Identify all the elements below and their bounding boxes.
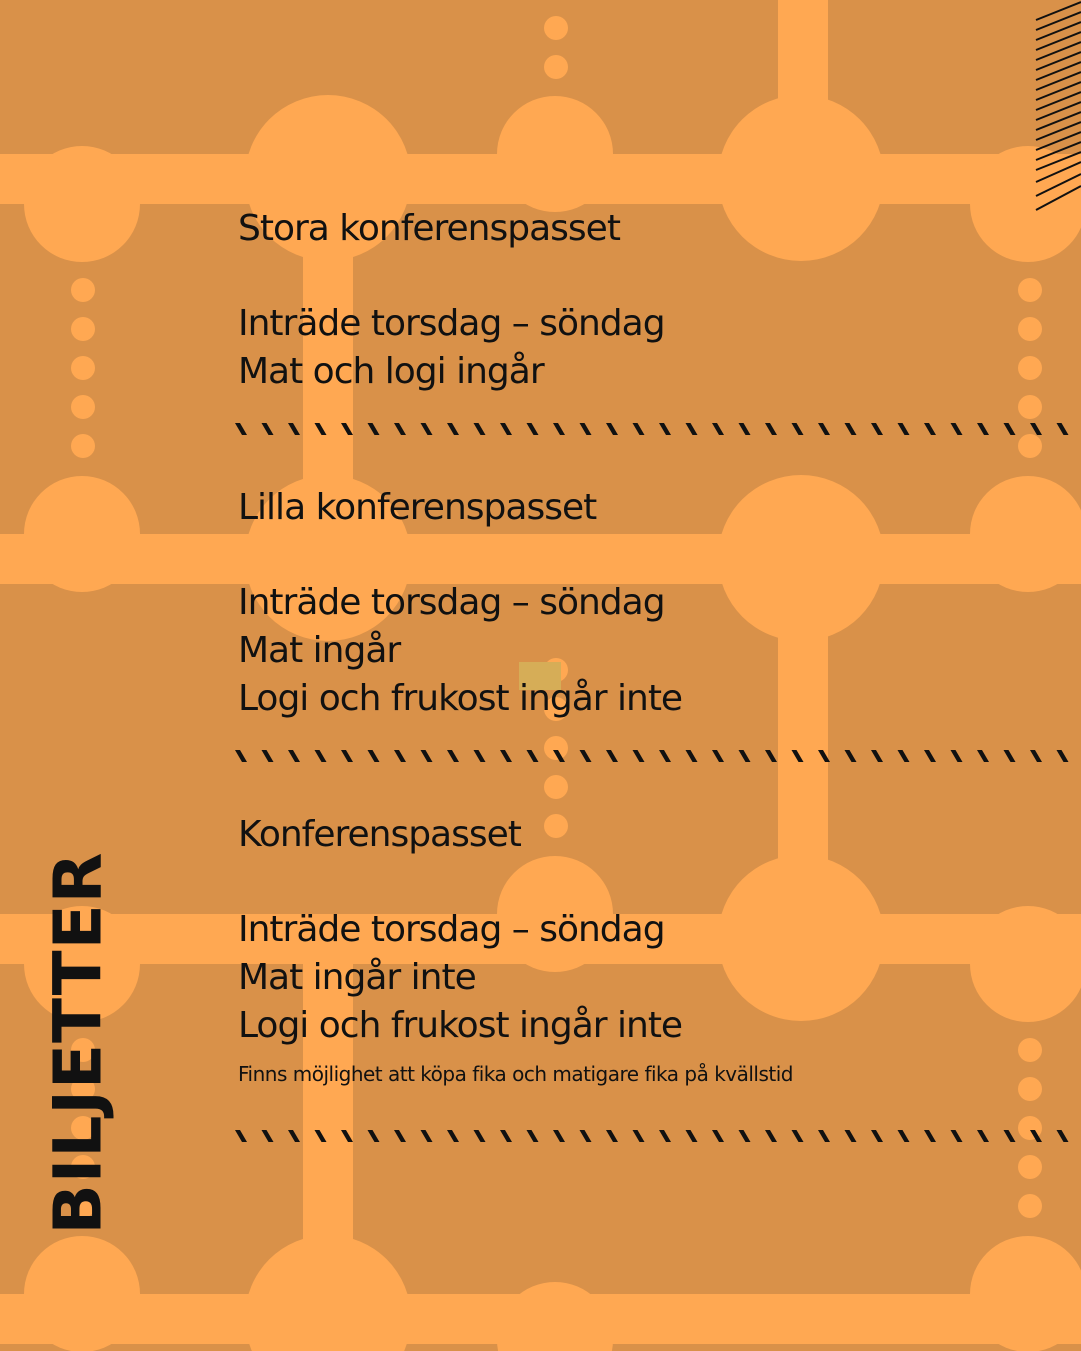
perforation-mark: [341, 1130, 353, 1142]
perforation-mark: [845, 750, 857, 762]
perforation-mark: [262, 1130, 274, 1142]
perforation-divider: [233, 749, 1081, 763]
perforation-mark: [1057, 750, 1069, 762]
perforation-mark: [739, 750, 751, 762]
perforation-mark: [421, 423, 433, 435]
perforation-mark: [1030, 1130, 1042, 1142]
perforation-mark: [421, 1130, 433, 1142]
perforation-mark: [500, 1130, 512, 1142]
perforation-mark: [394, 750, 406, 762]
perforation-mark: [527, 750, 539, 762]
perforation-mark: [739, 423, 751, 435]
perforation-divider: [233, 422, 1081, 436]
perforation-mark: [712, 1130, 724, 1142]
perforation-mark: [474, 423, 486, 435]
perforation-mark: [765, 1130, 777, 1142]
perforation-mark: [1004, 1130, 1016, 1142]
perforation-mark: [633, 750, 645, 762]
perforation-mark: [712, 750, 724, 762]
perforation-mark: [368, 1130, 380, 1142]
perforation-mark: [315, 1130, 327, 1142]
perforation-mark: [474, 1130, 486, 1142]
perforation-mark: [527, 423, 539, 435]
perforation-mark: [1030, 750, 1042, 762]
perforation-mark: [686, 423, 698, 435]
perforation-mark: [818, 750, 830, 762]
perforation-mark: [871, 750, 883, 762]
perforation-mark: [500, 423, 512, 435]
perforation-mark: [447, 423, 459, 435]
ticket-line: Inträde torsdag – söndag: [238, 909, 665, 950]
ticket-name: Konferenspasset: [238, 814, 521, 855]
perforation-mark: [818, 423, 830, 435]
perforation-mark: [659, 1130, 671, 1142]
perforation-mark: [606, 750, 618, 762]
perforation-mark: [898, 750, 910, 762]
perforation-mark: [447, 1130, 459, 1142]
perforation-mark: [739, 1130, 751, 1142]
ticket-line: Mat ingår: [238, 630, 401, 671]
perforation-mark: [394, 423, 406, 435]
perforation-mark: [421, 750, 433, 762]
perforation-mark: [368, 750, 380, 762]
perforation-mark: [951, 423, 963, 435]
ticket-stora: [238, 205, 665, 396]
perforation-mark: [765, 423, 777, 435]
perforation-mark: [1057, 1130, 1069, 1142]
perforation-mark: [288, 750, 300, 762]
perforation-mark: [951, 750, 963, 762]
perforation-mark: [659, 750, 671, 762]
perforation-mark: [553, 1130, 565, 1142]
perforation-mark: [633, 423, 645, 435]
perforation-mark: [315, 423, 327, 435]
perforation-mark: [686, 1130, 698, 1142]
perforation-mark: [341, 750, 353, 762]
perforation-mark: [580, 750, 592, 762]
perforation-mark: [262, 750, 274, 762]
ticket-name: Lilla konferenspasset: [238, 487, 597, 528]
perforation-mark: [606, 423, 618, 435]
perforation-mark: [235, 1130, 247, 1142]
perforation-mark: [368, 423, 380, 435]
perforation-mark: [580, 423, 592, 435]
perforation-mark: [871, 423, 883, 435]
perforation-mark: [924, 750, 936, 762]
ticket-line: Inträde torsdag – söndag: [238, 582, 665, 623]
perforation-mark: [1004, 423, 1016, 435]
perforation-mark: [288, 423, 300, 435]
perforation-mark: [659, 423, 671, 435]
perforation-mark: [315, 750, 327, 762]
perforation-mark: [845, 423, 857, 435]
perforation-mark: [712, 423, 724, 435]
perforation-mark: [288, 1130, 300, 1142]
ticket-lilla: [238, 484, 682, 723]
perforation-mark: [553, 423, 565, 435]
perforation-mark: [1030, 423, 1042, 435]
perforation-mark: [977, 750, 989, 762]
perforation-divider: [233, 1129, 1081, 1143]
perforation-mark: [606, 1130, 618, 1142]
perforation-mark: [898, 423, 910, 435]
perforation-mark: [845, 1130, 857, 1142]
ticket-name: Stora konferenspasset: [238, 208, 620, 249]
ticket-line: Inträde torsdag – söndag: [238, 303, 665, 344]
ticket-note: Finns möjlighet att köpa fika och matigare fika på kvällstid: [238, 1062, 793, 1086]
perforation-mark: [924, 423, 936, 435]
perforation-mark: [474, 750, 486, 762]
perforation-mark: [580, 1130, 592, 1142]
perforation-mark: [500, 750, 512, 762]
perforation-mark: [527, 1130, 539, 1142]
perforation-mark: [977, 423, 989, 435]
perforation-mark: [792, 423, 804, 435]
perforation-mark: [1057, 423, 1069, 435]
perforation-mark: [924, 1130, 936, 1142]
ticket-line: Logi och frukost ingår inte: [238, 678, 683, 719]
ticket-line: Mat och logi ingår: [238, 351, 544, 392]
perforation-mark: [1004, 750, 1016, 762]
perforation-mark: [235, 423, 247, 435]
ticket-konferenspasset: [238, 811, 793, 1088]
perforation-mark: [871, 1130, 883, 1142]
side-title-text: BILJETTER: [39, 851, 117, 1235]
perforation-mark: [686, 750, 698, 762]
perforation-mark: [447, 750, 459, 762]
perforation-mark: [898, 1130, 910, 1142]
ticket-line: Mat ingår inte: [238, 957, 476, 998]
perforation-mark: [951, 1130, 963, 1142]
perforation-mark: [765, 750, 777, 762]
perforation-mark: [633, 1130, 645, 1142]
perforation-mark: [792, 750, 804, 762]
perforation-mark: [235, 750, 247, 762]
ticket-line: Logi och frukost ingår inte: [238, 1005, 683, 1046]
perforation-mark: [792, 1130, 804, 1142]
perforation-mark: [553, 750, 565, 762]
perforation-mark: [977, 1130, 989, 1142]
perforation-mark: [341, 423, 353, 435]
perforation-mark: [394, 1130, 406, 1142]
perforation-mark: [818, 1130, 830, 1142]
perforation-mark: [262, 423, 274, 435]
